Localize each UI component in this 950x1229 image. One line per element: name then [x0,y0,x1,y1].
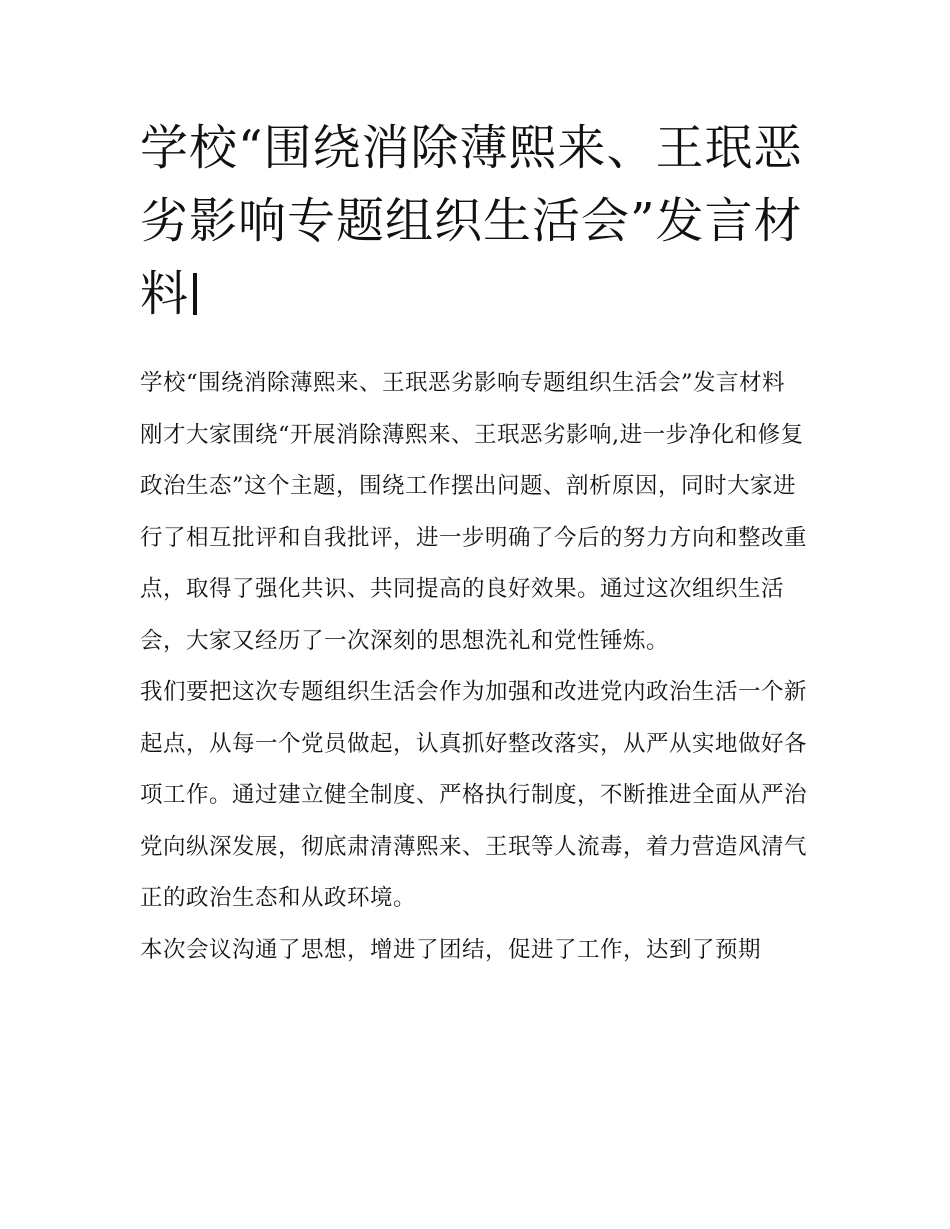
document-body [140,358,815,976]
document-title [140,112,820,331]
paragraph-1: 刚才大家围绕“开展消除薄熙来、王珉恶劣影响,进一步净化和修复政治生态”这个主题，围绕工作摆出问题、剖析原因，同时大家进行了相互批评和自我批评，进一步明确了今后的努力方向和整改重点，取得了强化共识、共同提高的良好效果。通过这次组织生活会，大家又经历了一次深刻的思想洗礼和党性锤炼。 [140,421,808,654]
document-title-text: 学校“围绕消除薄熙来、王珉恶劣影响专题组织生活会”发言材料 [140,120,803,322]
paragraph-2: 我们要把这次专题组织生活会作为加强和改进党内政治生活一个新起点，从每一个党员做起，认真抓好整改落实，从严从实地做好各项工作。通过建立健全制度、严格执行制度，不断推进全面从严治党向纵深发展，彻底肃清薄熙来、王珉等人流毒，着力营造风清气正的政治生态和从政环境。 [140,679,808,911]
text-cursor [193,273,197,315]
paragraph-3: 本次会议沟通了思想，增进了团结，促进了工作，达到了预期 [140,936,762,963]
paragraph-subtitle: 学校“围绕消除薄熙来、王珉恶劣影响专题组织生活会”发言材料 [140,370,786,396]
